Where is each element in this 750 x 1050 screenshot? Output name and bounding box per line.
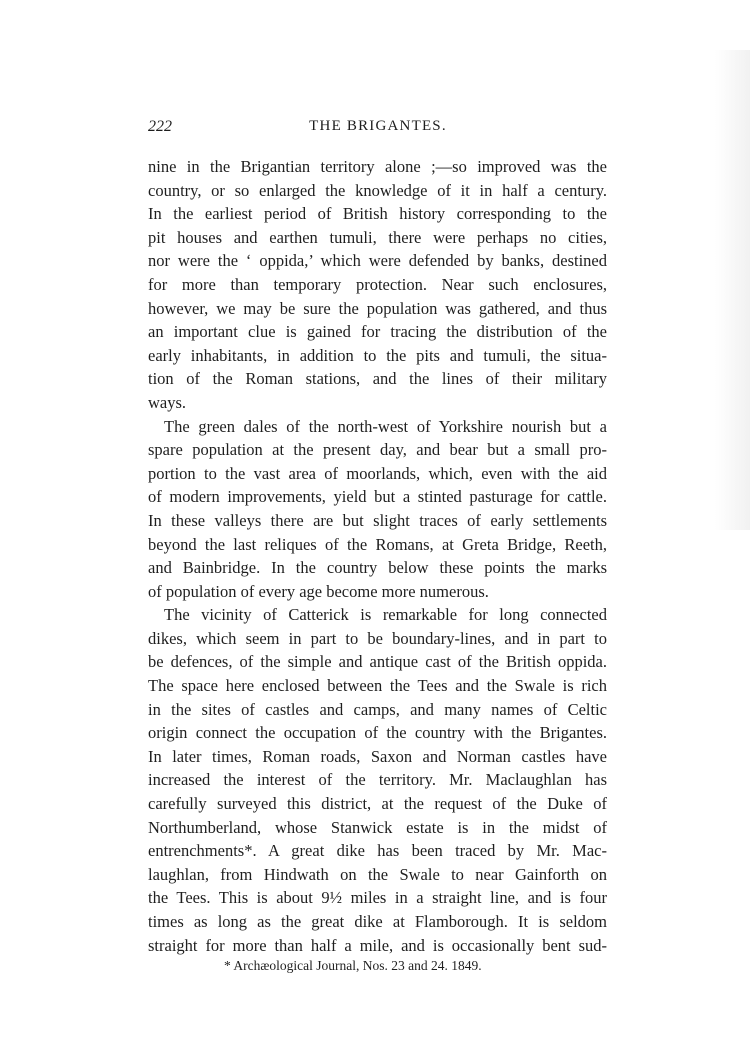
text-line: straight for more than half a mile, and is occasionally bent sud- [148,935,607,955]
text-line: Northumberland, whose Stanwick estate is in the midst of [148,817,607,837]
text-line: carefully surveyed this district, at the request of the Duke of [148,794,607,814]
page-number: 222 [148,118,172,135]
text-line: nine in the Brigantian territory alone ;—so improved was the [148,157,607,176]
text-line: ways. [148,392,187,412]
text-line: origin connect the occupation of the country with the Brigantes. [148,723,607,743]
text-line: of population of every age become more numerous. [148,581,489,601]
text-line: laughlan, from Hindwath on the Swale to near Gainforth on [148,864,607,884]
text-line: times as long as the great dike at Flamborough. It is seldom [148,912,607,931]
text-line: In the earliest period of British history corresponding to the [148,204,607,224]
text-line: in the sites of castles and camps, and many names of Celtic [148,699,607,719]
page-header [148,118,608,142]
text-line: be defences, of the simple and antique cast of the British oppida. [148,652,607,672]
text-line: The vicinity of Catterick is remarkable for long connected [164,605,607,625]
text-line: however, we may be sure the population was gathered, and thus [148,298,607,318]
footnote: * Archæological Journal, Nos. 23 and 24. 1849. [224,958,482,973]
text-line: tion of the Roman stations, and the lines of their military [148,369,607,389]
paragraph [148,415,607,604]
body-text [148,155,607,957]
text-line: pit houses and earthen tumuli, there were perhaps no cities, [148,227,607,247]
text-line: nor were the ‘ oppida,’ which were defended by banks, destined [148,251,607,271]
text-line: The space here enclosed between the Tees and the Swale is rich [148,676,607,696]
text-line: and Bainbridge. In the country below these points the marks [148,558,607,578]
text-line: early inhabitants, in addition to the pits and tumuli, the situa- [148,345,607,365]
text-line: spare population at the present day, and bear but a small pro- [148,440,607,460]
text-line: increased the interest of the territory. Mr. Maclaughlan has [148,770,607,790]
text-line: an important clue is gained for tracing the distribution of the [148,322,607,342]
page-edge-shadow [715,50,750,530]
text-line: dikes, which seem in part to be boundary-lines, and in part to [148,628,607,648]
paragraph [148,155,607,415]
paragraph [148,603,607,957]
text-line: country, or so enlarged the knowledge of it in half a century. [148,180,607,200]
text-line: of modern improvements, yield but a stinted pasturage for cattle. [148,487,607,507]
text-line: entrenchments*. A great dike has been traced by Mr. Mac- [148,841,607,861]
text-line: In later times, Roman roads, Saxon and Norman castles have [148,746,607,766]
running-head: THE BRIGANTES. [309,118,447,134]
text-line: the Tees. This is about 9½ miles in a straight line, and is four [148,888,607,908]
text-line: for more than temporary protection. Near such enclosures, [148,274,607,294]
text-line: The green dales of the north-west of Yorkshire nourish but a [164,416,607,436]
text-line: beyond the last reliques of the Romans, at Greta Bridge, Reeth, [148,534,607,554]
text-line: In these valleys there are but slight traces of early settlements [148,510,607,530]
text-line: portion to the vast area of moorlands, which, even with the aid [148,463,607,483]
